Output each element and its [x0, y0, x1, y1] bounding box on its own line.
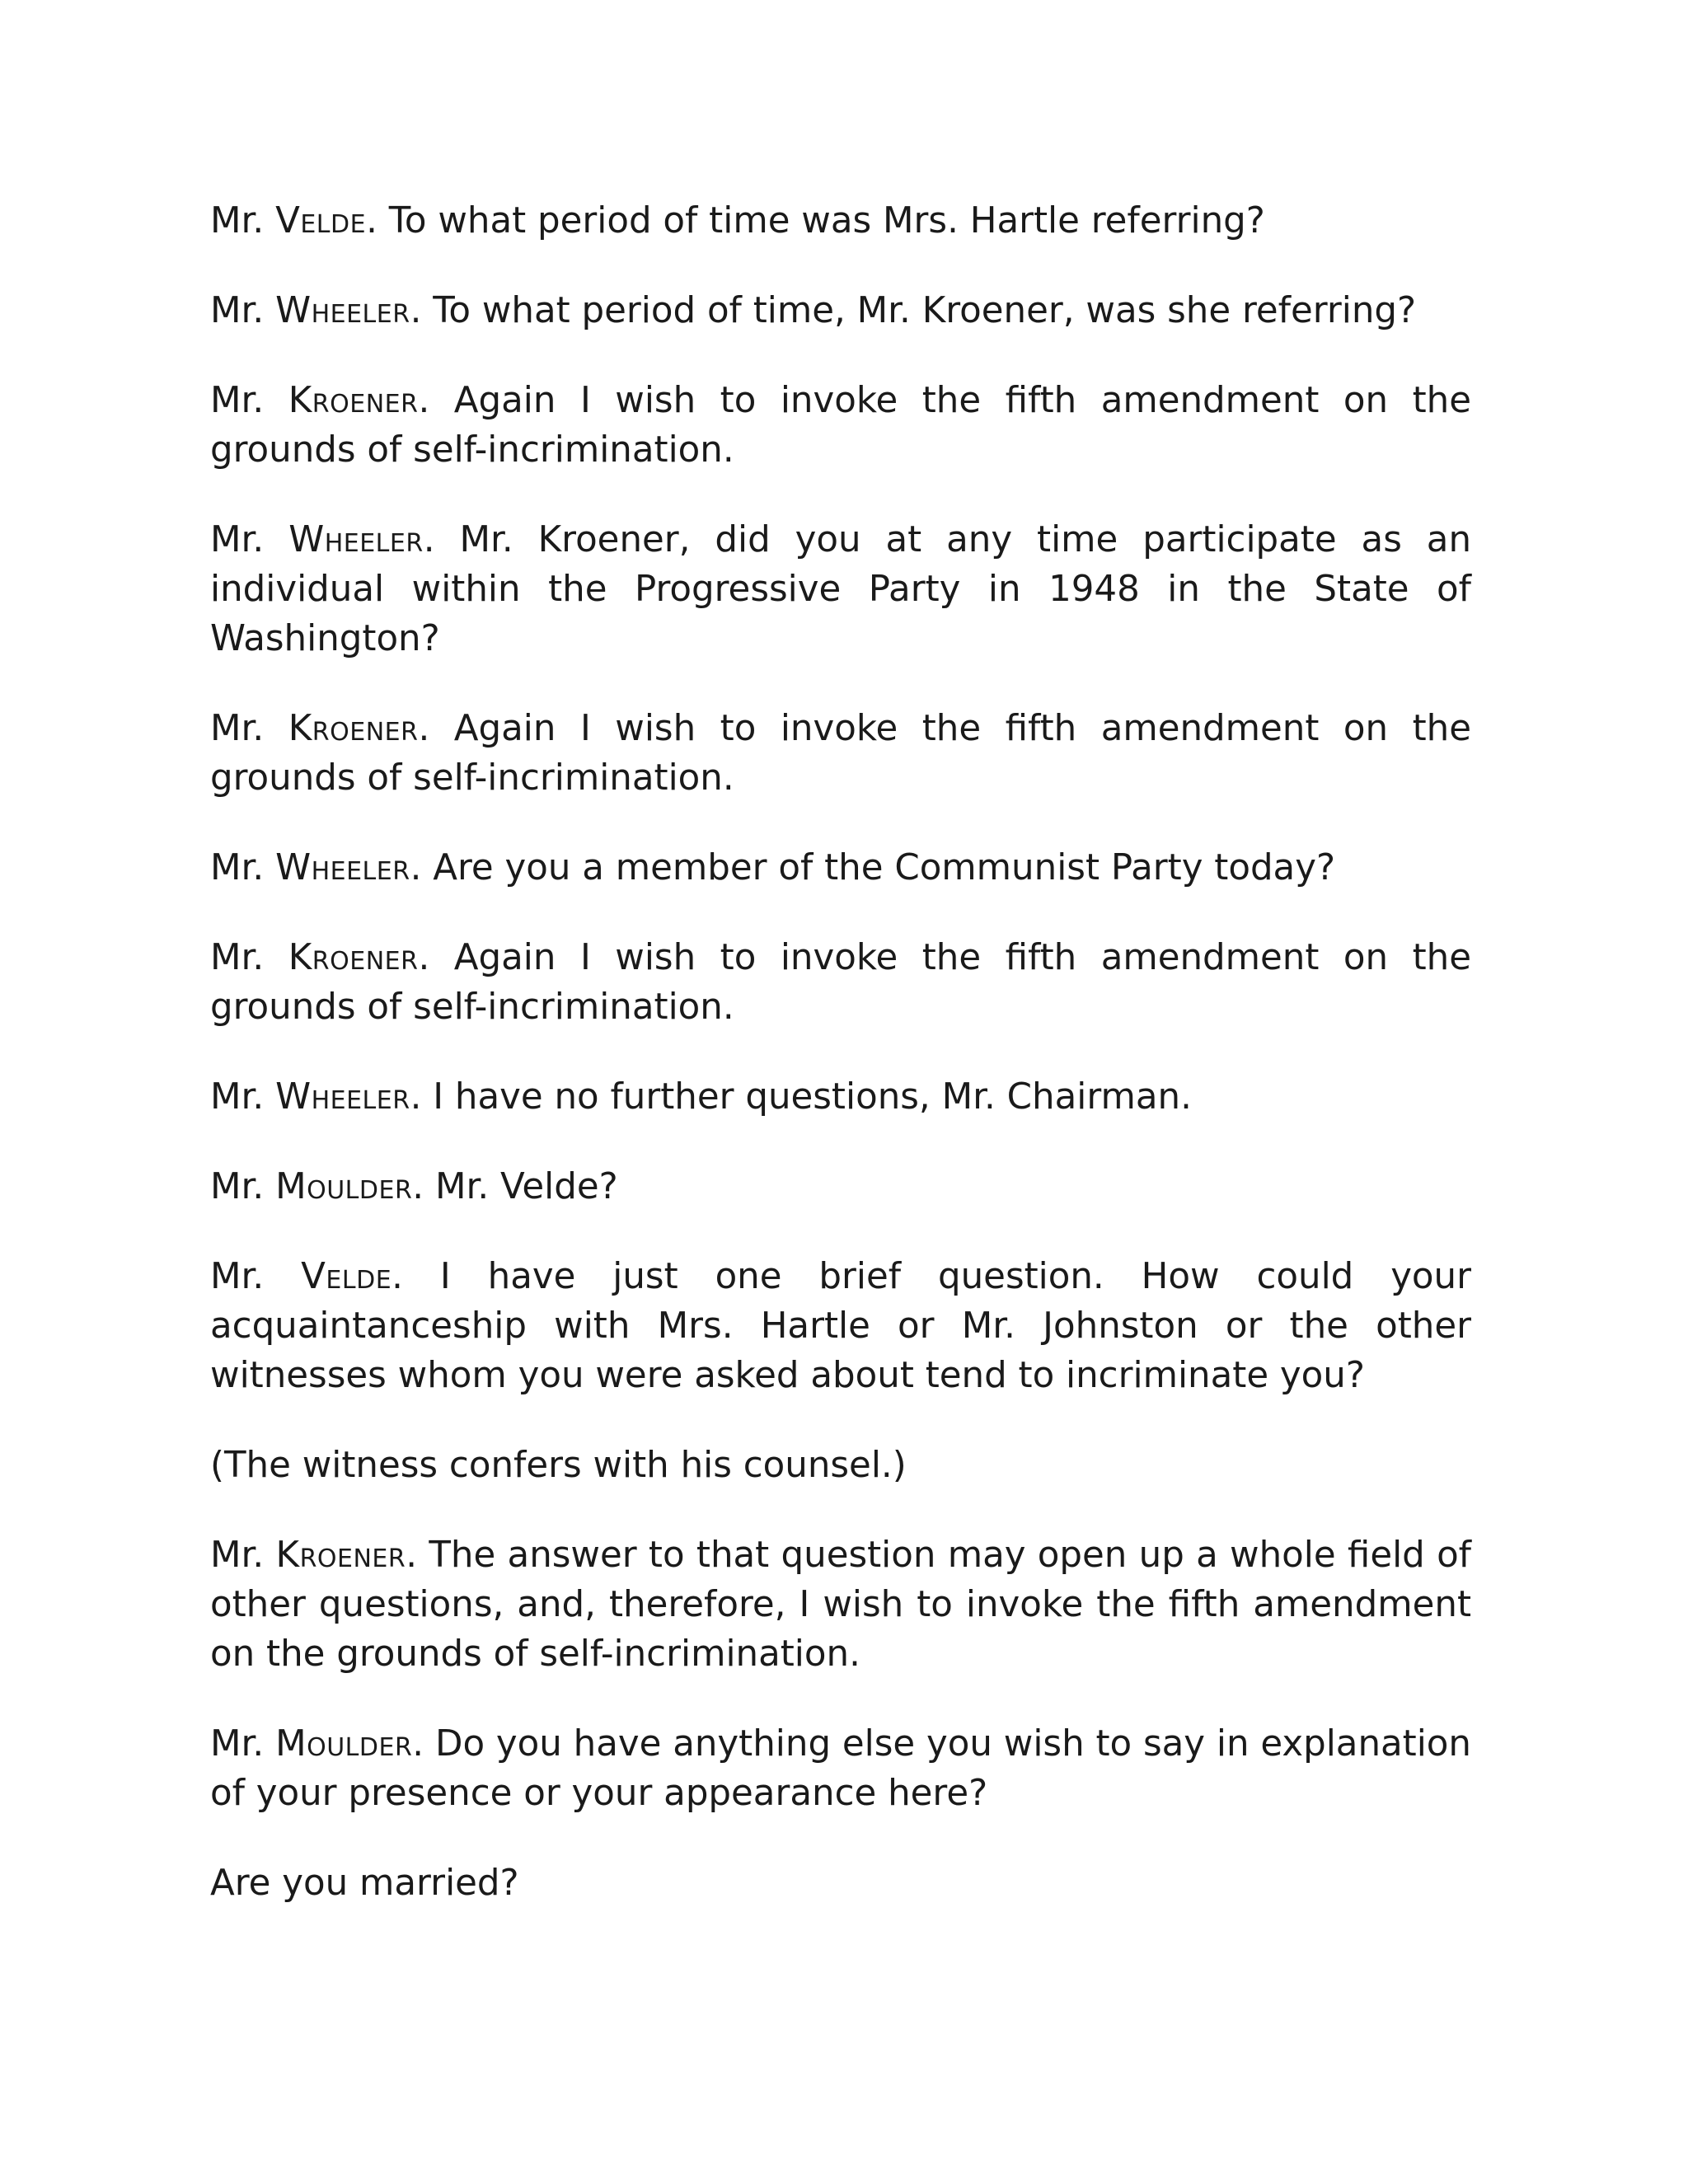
speaker-name: Velde: [275, 200, 367, 241]
transcript-body: [210, 196, 1471, 1948]
paragraph-text: . Again I wish to invoke the fifth amendment on the grounds of self-incrimination.: [210, 937, 1471, 1028]
stage-direction: [210, 1441, 1471, 1490]
speaker-name: Kroener: [275, 1535, 406, 1576]
transcript-paragraph: [210, 376, 1471, 475]
speaker-name: Velde: [301, 1256, 392, 1297]
speaker-title: Mr.: [210, 1166, 265, 1207]
speaker-name: Moulder: [275, 1723, 413, 1765]
speaker-title: Mr.: [210, 519, 265, 560]
paragraph-text: . Mr. Velde?: [412, 1166, 618, 1207]
speaker-title: Mr.: [210, 290, 265, 331]
paragraph-text: . Do you have anything else you wish to say in explanation of your presence or your appearance here?: [210, 1723, 1471, 1814]
transcript-paragraph: [210, 1858, 1471, 1908]
paragraph-text: . Again I wish to invoke the fifth amendment on the grounds of self-incrimination.: [210, 708, 1471, 799]
speaker-title: Mr.: [210, 937, 265, 978]
speaker-name: Wheeler: [275, 847, 410, 888]
speaker-name: Kroener: [288, 380, 419, 421]
transcript-paragraph: [210, 515, 1471, 663]
speaker-title: Mr.: [210, 380, 265, 421]
paragraph-text: . To what period of time was Mrs. Hartle referring?: [366, 200, 1265, 241]
paragraph-text: Are you married?: [210, 1863, 519, 1904]
transcript-paragraph: [210, 1162, 1471, 1212]
speaker-title: Mr.: [210, 1076, 265, 1118]
paragraph-text: . Again I wish to invoke the fifth amendment on the grounds of self-incrimination.: [210, 380, 1471, 471]
speaker-title: Mr.: [210, 708, 265, 749]
speaker-title: Mr.: [210, 1723, 265, 1765]
transcript-paragraph: [210, 286, 1471, 335]
speaker-title: Mr.: [210, 847, 265, 888]
paragraph-text: . To what period of time, Mr. Kroener, was she referring?: [410, 290, 1417, 331]
paragraph-text: . Mr. Kroener, did you at any time participate as an individual within the Progressive Party in 1948 in the State of Washington?: [210, 519, 1472, 659]
transcript-paragraph: [210, 933, 1471, 1032]
transcript-paragraph: [210, 1719, 1471, 1818]
speaker-name: Moulder: [275, 1166, 413, 1207]
transcript-paragraph: [210, 843, 1471, 893]
paragraph-text: . The answer to that question may open up a whole field of other questions, and, therefore, I wish to invoke the fifth amendment on the grounds of self-incrimination.: [210, 1535, 1472, 1675]
paragraph-text: . I have no further questions, Mr. Chairman.: [410, 1076, 1192, 1118]
speaker-title: Mr.: [210, 200, 265, 241]
speaker-name: Wheeler: [275, 1076, 410, 1118]
speaker-title: Mr.: [210, 1256, 265, 1297]
paragraph-text: . I have just one brief question. How could your acquaintanceship with Mrs. Hartle or Mr. Johnston or the other witnesses whom you were asked about tend to incriminate you?: [210, 1256, 1472, 1396]
transcript-paragraph: [210, 1530, 1471, 1679]
speaker-name: Wheeler: [275, 290, 410, 331]
transcript-paragraph: [210, 196, 1471, 246]
speaker-name: Kroener: [288, 708, 419, 749]
transcript-paragraph: [210, 704, 1471, 803]
speaker-title: Mr.: [210, 1535, 265, 1576]
paragraph-text: (The witness confers with his counsel.): [210, 1445, 907, 1486]
speaker-name: Kroener: [288, 937, 419, 978]
transcript-paragraph: [210, 1072, 1471, 1122]
transcript-paragraph: [210, 1252, 1471, 1400]
paragraph-text: . Are you a member of the Communist Party today?: [410, 847, 1336, 888]
speaker-name: Wheeler: [288, 519, 424, 560]
